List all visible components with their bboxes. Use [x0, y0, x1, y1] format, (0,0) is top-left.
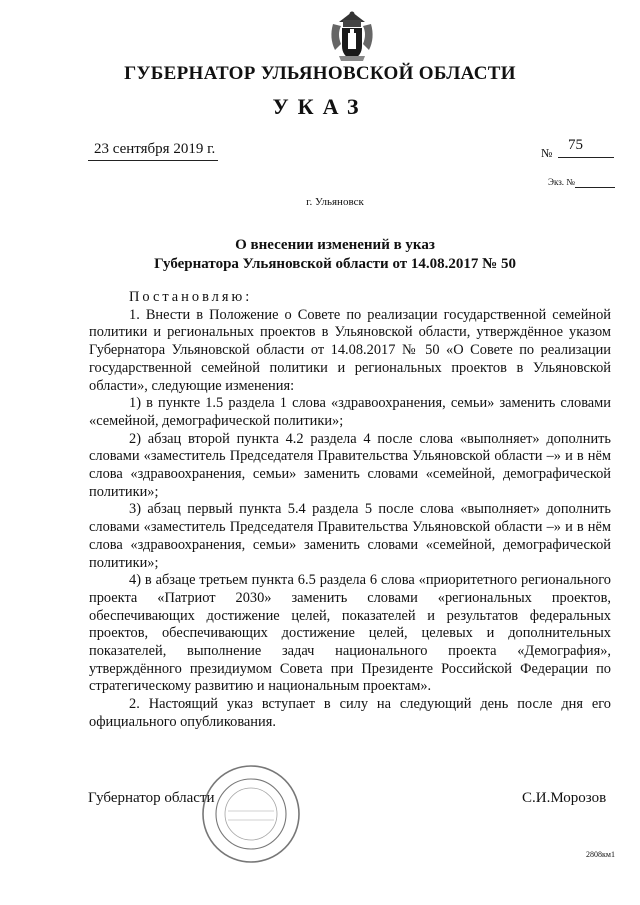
document-code: 2808км1: [586, 850, 615, 859]
paragraph-1-3: 3) абзац первый пункта 5.4 раздела 5 после слова «выполняет» дополнить словами «заместитель Председателя Правительства Ульяновской области –» и в нём слова «здравоохранения, семьи» заменить словами «семейной, демографической политики»;: [89, 501, 611, 571]
signatory-position: Губернатор области: [88, 790, 215, 806]
subject-line-1: О внесении изменений в указ: [235, 237, 435, 253]
signatory-name: С.И.Морозов: [522, 790, 607, 806]
coat-of-arms-icon: [329, 8, 375, 64]
paragraph-1: 1. Внести в Положение о Совете по реализации государственной семейной политики и региональных проектов в Ульяновской области, утверждённое указом Губернатора Ульяновской области от 14.08.2017 № 50 «О Совете по реализации государственной семейной политики и региональных проектов в Ульяновской области», следующие изменения:: [89, 306, 611, 394]
paragraph-2: 2. Настоящий указ вступает в силу на следующий день после дня его официального опубликования.: [89, 696, 611, 730]
paragraph-1-2: 2) абзац второй пункта 4.2 раздела 4 после слова «выполняет» дополнить словами «заместитель Председателя Правительства Ульяновской области –» и в нём слова «здравоохранения, семьи» заменить словами «семейной, демографической политики»;: [89, 430, 611, 500]
copy-number-underline: [575, 187, 615, 188]
document-number: 75: [568, 137, 583, 153]
number-underline: [558, 157, 614, 158]
date-underline: [88, 160, 218, 161]
subject-line-2: Губернатора Ульяновской области от 14.08.2017 № 50: [154, 256, 516, 272]
paragraph-1-4: 4) в абзаце третьем пункта 6.5 раздела 6 слова «приоритетного регионального проекта «Патриот 2030» заменить словами «региональных проектов, обеспечивающих достижение целей, показателей и результатов федеральных проектов, обеспечивающих достижение целей, целевых и дополнительных показателей, выполнение задач национального проекта «Демография», утверждённого президиумом Совета при Президенте Российской Федерации по стратегическому развитию и национальным проектам».: [89, 572, 611, 695]
document-type: УКАЗ: [272, 94, 368, 119]
copy-number-label: Экз. №: [548, 177, 575, 187]
authority-title: ГУБЕРНАТОР УЛЬЯНОВСКОЙ ОБЛАСТИ: [124, 63, 516, 84]
paragraph-1-1: 1) в пункте 1.5 раздела 1 слова «здравоохранения, семьи» заменить словами «семейной, демографической политики»;: [89, 395, 611, 429]
official-seal-icon: [200, 763, 302, 865]
document-subject: [90, 236, 580, 274]
document-date: 23 сентября 2019 г.: [94, 141, 216, 157]
paragraph-decree: Постановляю:: [129, 289, 253, 305]
number-sign: №: [541, 146, 553, 160]
city: г. Ульяновск: [306, 196, 364, 208]
document-body: [89, 289, 611, 732]
